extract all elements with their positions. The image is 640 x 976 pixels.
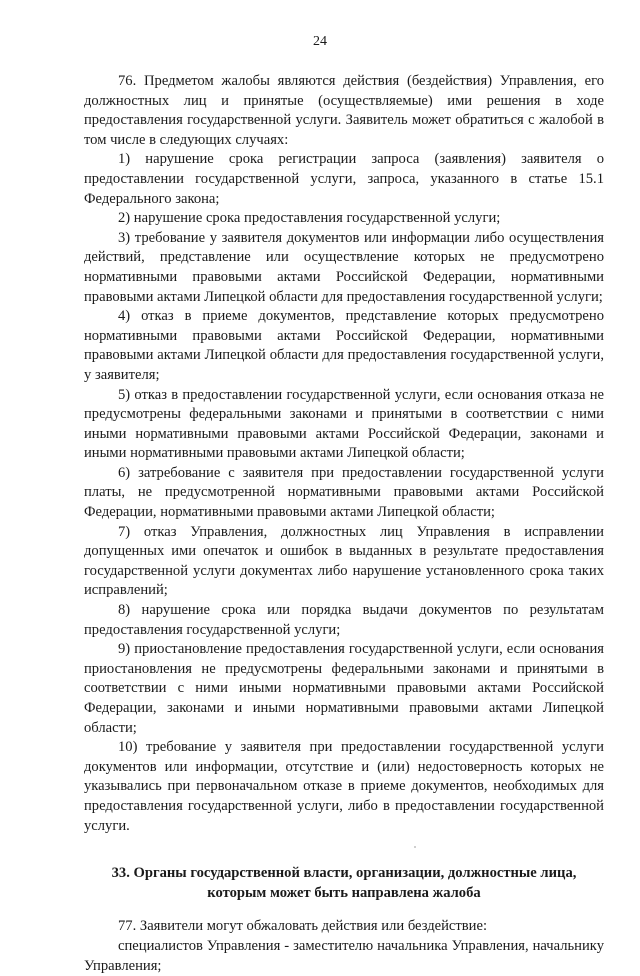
list-item-7: 7) отказ Управления, должностных лиц Управления в исправлении допущенных ими опечаток и ошибок в выданных в результате предоставления государственной услуги документах либо нарушение установленного срока таких исправлений; <box>84 523 604 599</box>
paragraph-77: 77. Заявители могут обжаловать действия или бездействие: <box>118 918 488 935</box>
list-item-3: 3) требование у заявителя документов или информации либо осуществления действий, представление или осуществление которых не предусмотрено нормативными правовыми актами Российской Федерации, нормативными правовыми актами Липецкой области для предоставления государственной услуги; <box>84 229 604 305</box>
list-item-9: 9) приостановление предоставления государственной услуги, если основания приостановления не предусмотрены федеральными законами и принятыми в соответствии с ними иными нормативными правовыми актами Российской Федерации, законами и иными нормативными правовыми актами Липецкой области; <box>84 641 604 736</box>
list-item-10: 10) требование у заявителя при предоставлении государственной услуги документов или информации, отсутствие и (или) недостоверность которых не указывались при первоначальном отказе в приеме документов, необходимых для предоставления государственной услуги, либо в предоставлении государственной услуги. <box>84 739 604 834</box>
list-item-1: 1) нарушение срока регистрации запроса (заявления) заявителя о предоставлении государственной услуги, запроса, указанного в статье 15.1 Федерального закона; <box>84 151 604 207</box>
page-number: 24 <box>313 34 327 49</box>
list-item-5: 5) отказ в предоставлении государственной услуги, если основания отказа не предусмотрены федеральными законами и принятыми в соответствии с ними иными нормативными правовыми актами Российской Федерации, законами и иными нормативными правовыми актами Липецкой области; <box>84 386 604 462</box>
section-heading <box>84 864 604 903</box>
document-body <box>84 72 604 976</box>
list-item-4: 4) отказ в приеме документов, представление которых предусмотрено нормативными правовыми актами Российской Федерации, нормативными правовыми актами Липецкой области для предоставления государственной услуги, у заявителя; <box>84 308 604 383</box>
section-heading-line-2: которым может быть направлена жалоба <box>207 884 481 901</box>
list-item-8: 8) нарушение срока или порядка выдачи документов по результатам предоставления государственной услуги; <box>84 602 604 638</box>
section-heading-line-1: 33. Органы государственной власти, организации, должностные лица, <box>111 865 577 882</box>
paragraph-77-item: специалистов Управления - заместителю начальника Управления, начальнику Управления; <box>84 937 604 974</box>
list-item-2: 2) нарушение срока предоставления государственной услуги; <box>118 210 501 227</box>
scan-speck <box>414 846 416 848</box>
list-item-6: 6) затребование с заявителя при предоставлении государственной услуги платы, не предусмотренной нормативными правовыми актами Российской Федерации, нормативными правовыми актами Липецкой области; <box>84 464 604 521</box>
paragraph-76: 76. Предметом жалобы являются действия (бездействия) Управления, его должностных лиц и принятые (осуществляемые) ими решения в ходе предоставления государственной услуги. Заявитель может обратиться с жалобой в том числе в следующих случаях: <box>84 73 604 148</box>
